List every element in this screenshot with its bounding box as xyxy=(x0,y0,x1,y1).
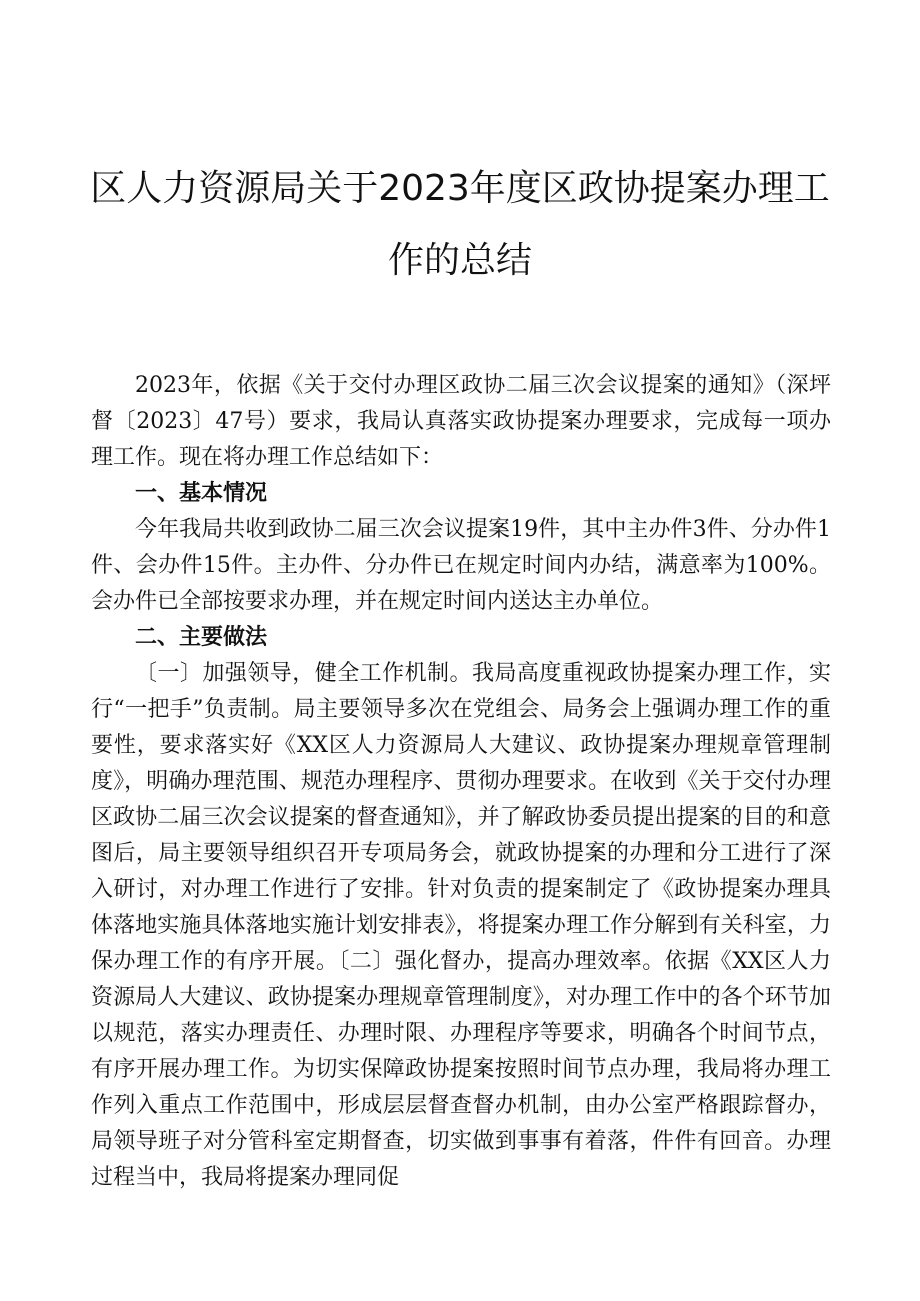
section-paragraph-basic-situation: 今年我局共收到政协二届三次会议提案19件，其中主办件3件、分办件1件、会办件15件。主办件、分办件已在规定时间内办结，满意率为100%。会办件已全部按要求办理，并在规定时间内送达主办单位。 xyxy=(91,517,831,614)
section-heading-basic-situation: 一、基本情况 xyxy=(135,481,268,506)
document-title-line-1: 区人力资源局关于2023年度区政协提案办理工 xyxy=(90,168,830,209)
intro-paragraph: 2023年，依据《关于交付办理区政协二届三次会议提案的通知》（深坪督〔2023〕47号）要求，我局认真落实政协提案办理要求，完成每一项办理工作。现在将办理工作总结如下： xyxy=(91,373,831,470)
document-title-line-2: 作的总结 xyxy=(387,240,532,281)
section-heading-main-practices: 二、主要做法 xyxy=(135,625,268,650)
document-body xyxy=(91,368,831,1196)
section-paragraph-main-practices: 〔一〕加强领导，健全工作机制。我局高度重视政协提案办理工作，实行“一把手”负责制。局主要领导多次在党组会、局务会上强调办理工作的重要性，要求落实好《XX区人力资源局人大建议、政协提案办理规章管理制度》，明确办理范围、规范办理程序、贯彻办理要求。在收到《关于交付办理区政协二届三次会议提案的督查通知》，并了解政协委员提出提案的目的和意图后，局主要领导组织召开专项局务会，就政协提案的办理和分工进行了深入研讨，对办理工作进行了安排。针对负责的提案制定了《政协提案办理具体落地实施具体落地实施计划安排表》，将提案办理工作分解到有关科室，力保办理工作的有序开展。〔二〕强化督办，提高办理效率。依据《XX区人力资源局人大建议、政协提案办理规章管理制度》，对办理工作中的各个环节加以规范，落实办理责任、办理时限、办理程序等要求，明确各个时间节点，有序开展办理工作。为切实保障政协提案按照时间节点办理，我局将办理工作列入重点工作范围中，形成层层督查督办机制，由办公室严格跟踪督办，局领导班子对分管科室定期督查，切实做到事事有着落，件件有回音。办理过程当中，我局将提案办理同促 xyxy=(91,661,831,1190)
